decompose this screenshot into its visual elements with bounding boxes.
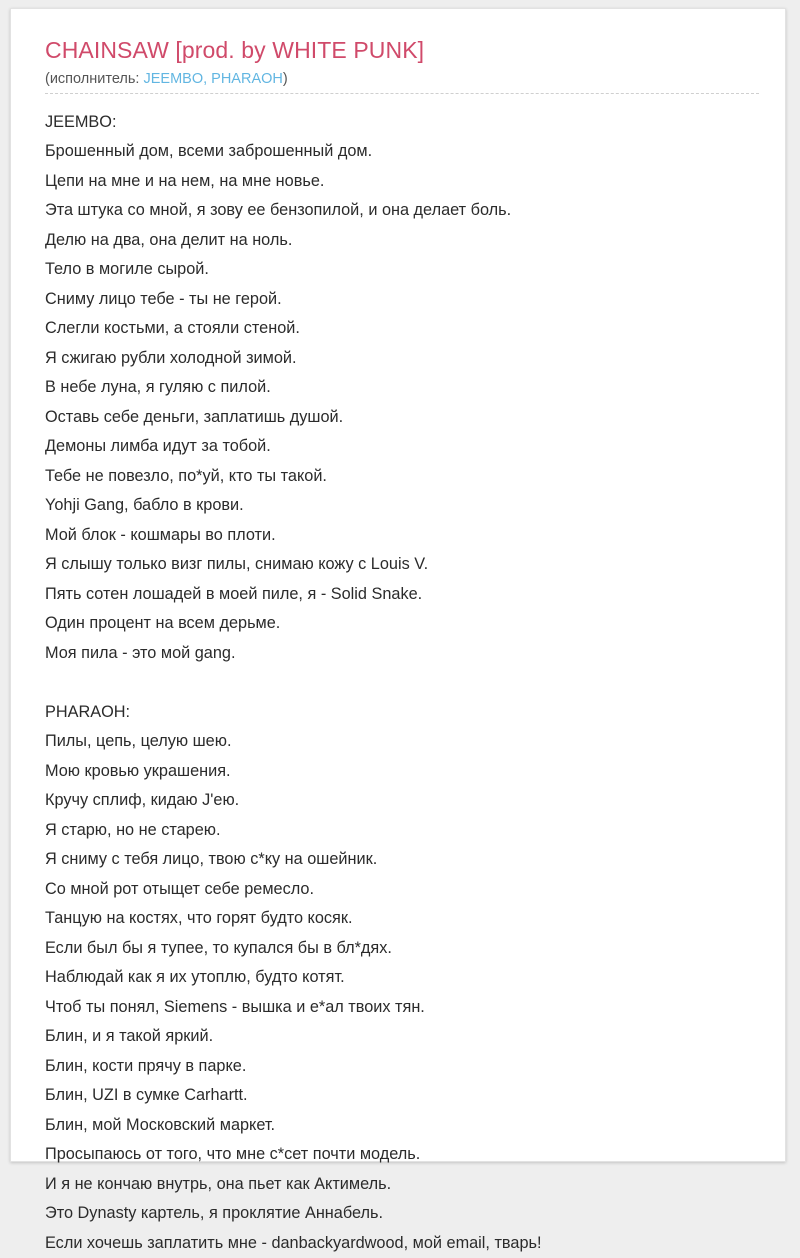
lyrics-line: Блин, UZI в сумке Carhartt. xyxy=(45,1086,248,1105)
lyrics-line: Блин, и я такой яркий. xyxy=(45,1027,214,1046)
artist-line xyxy=(45,71,759,87)
lyrics-line: Эта штука со мной, я зову ее бензопилой, и она делает боль. xyxy=(45,201,512,220)
lyrics-line: Пилы, цепь, целую шею. xyxy=(45,732,232,751)
lyrics-line: Делю на два, она делит на ноль. xyxy=(45,230,293,249)
artist-suffix-text: ) xyxy=(282,70,288,87)
lyrics-line: Моя пила - это мой gang. xyxy=(45,643,236,662)
lyrics-line: Я старю, но не старею. xyxy=(45,820,221,839)
lyrics-line: PHARAOH: xyxy=(45,702,131,721)
lyrics-line: Мой блок - кошмары во плоти. xyxy=(45,525,276,544)
lyrics-line: Слегли костьми, а стояли стеной. xyxy=(45,319,300,338)
lyrics-line: Тело в могиле сырой. xyxy=(45,260,209,279)
lyrics-blank-line xyxy=(45,668,759,698)
lyrics-line: Оставь себе деньги, заплатишь душой. xyxy=(45,407,344,426)
lyrics-line: Один процент на всем дерьме. xyxy=(45,614,281,633)
lyrics-line: Если был бы я тупее, то купался бы в бл*дях. xyxy=(45,938,392,957)
lyrics-line: Кручу сплиф, кидаю J'ею. xyxy=(45,791,240,810)
header-divider xyxy=(45,93,759,94)
lyrics-line: Брошенный дом, всеми заброшенный дом. xyxy=(45,142,373,161)
lyrics-line: Наблюдай как я их утоплю, будто котят. xyxy=(45,968,345,987)
lyrics-body xyxy=(45,108,759,1258)
artist-link[interactable]: JEEMBO, PHARAOH xyxy=(143,70,283,87)
lyrics-line: Я сниму с тебя лицо, твою с*ку на ошейник. xyxy=(45,850,378,869)
lyrics-line: Пять сотен лошадей в моей пиле, я - Solid Snake. xyxy=(45,584,423,603)
lyrics-line: Цепи на мне и на нем, на мне новье. xyxy=(45,171,325,190)
lyrics-line: Танцую на костях, что горят будто косяк. xyxy=(45,909,353,928)
lyrics-line: JEEMBO: xyxy=(45,112,117,131)
artist-prefix-text: (исполнитель: xyxy=(45,70,144,87)
lyrics-line: Я сжигаю рубли холодной зимой. xyxy=(45,348,297,367)
lyrics-line: Это Dynasty картель, я проклятие Аннабель. xyxy=(45,1204,384,1223)
lyrics-line: Просыпаюсь от того, что мне с*сет почти модель. xyxy=(45,1145,421,1164)
lyrics-line: Блин, кости прячу в парке. xyxy=(45,1056,247,1075)
lyrics-line: Я слышу только визг пилы, снимаю кожу с Louis V. xyxy=(45,555,429,574)
lyrics-line: В небе луна, я гуляю с пилой. xyxy=(45,378,271,397)
lyrics-line: Мою кровью украшения. xyxy=(45,761,231,780)
lyrics-line: Блин, мой Московский маркет. xyxy=(45,1115,276,1134)
lyrics-line: Если хочешь заплатить мне - danbackyardwood, мой email, тварь! xyxy=(45,1233,542,1252)
lyrics-line: Сниму лицо тебе - ты не герой. xyxy=(45,289,282,308)
lyrics-line: Yohji Gang, бабло в крови. xyxy=(45,496,244,515)
lyrics-sheet xyxy=(10,8,786,1252)
lyrics-line: Демоны лимба идут за тобой. xyxy=(45,437,271,456)
lyrics-line: И я не кончаю внутрь, она пьет как Актимель. xyxy=(45,1174,392,1193)
lyrics-line: Тебе не повезло, по*уй, кто ты такой. xyxy=(45,466,327,485)
lyrics-line: Со мной рот отыщет себе ремесло. xyxy=(45,879,314,898)
lyrics-line: Чтоб ты понял, Siemens - вышка и е*ал твоих тян. xyxy=(45,997,425,1016)
page-title: CHAINSAW [prod. by WHITE PUNK] xyxy=(45,37,425,63)
